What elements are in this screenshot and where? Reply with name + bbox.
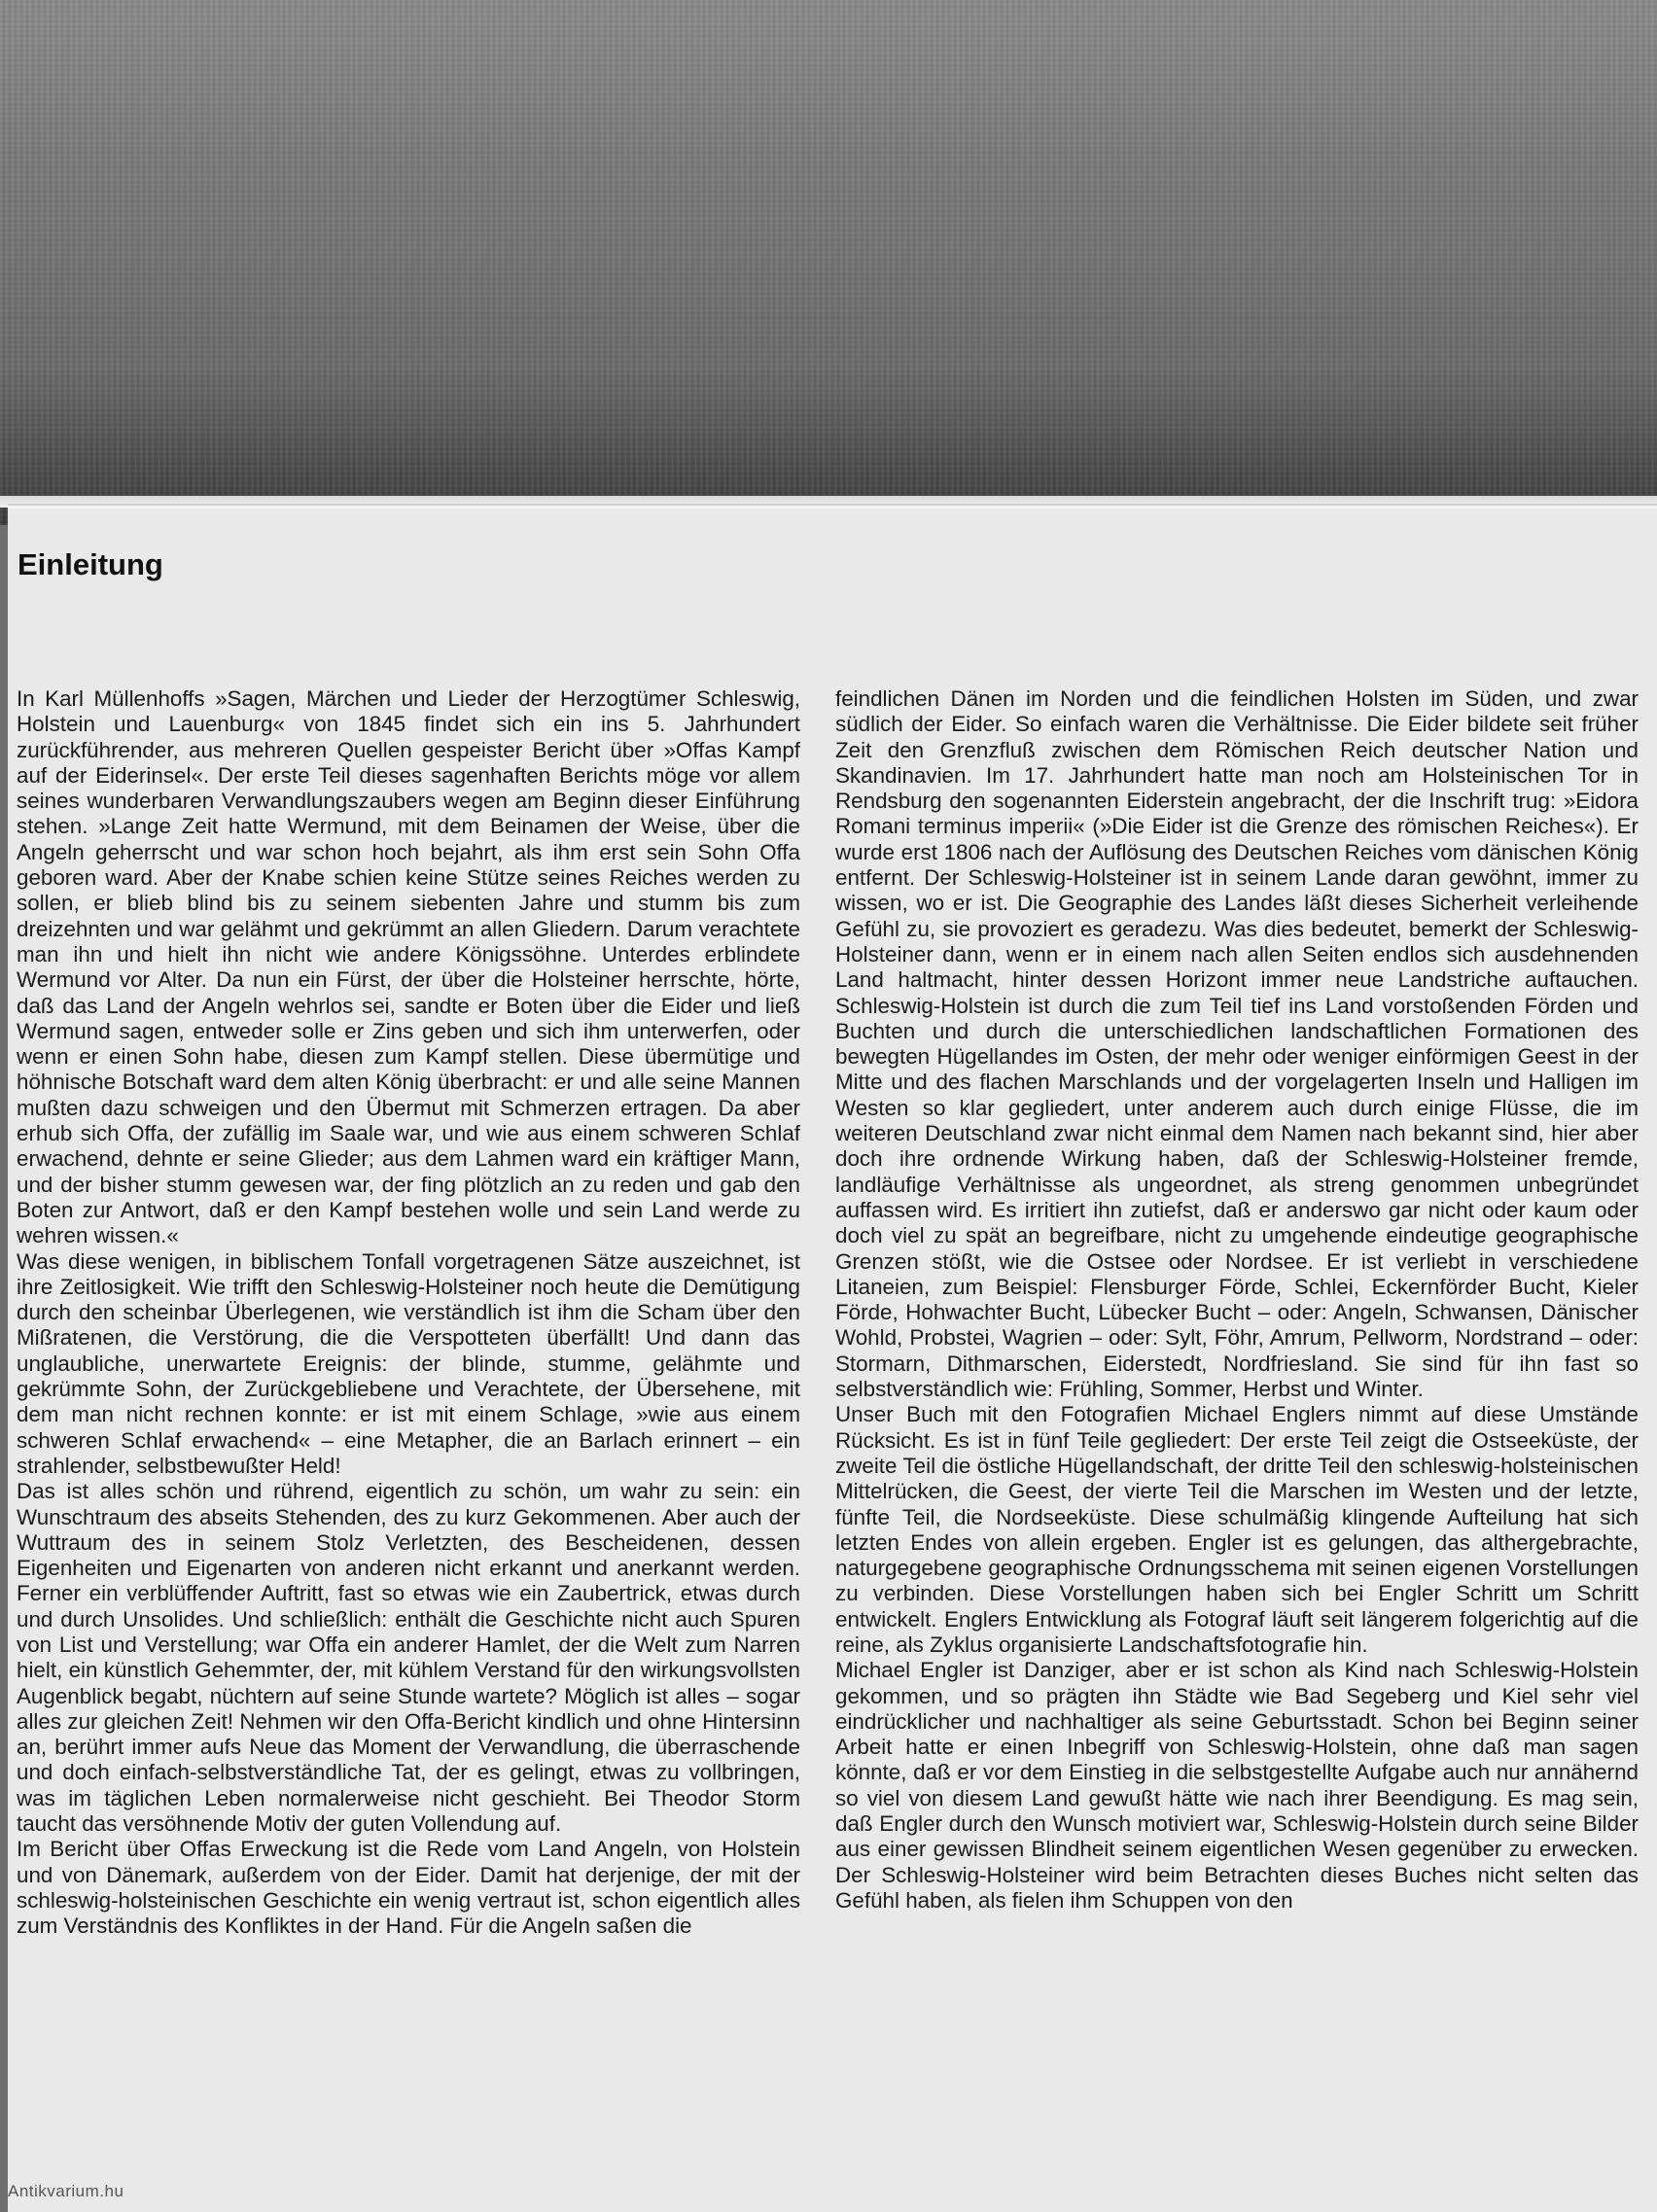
paragraph: Im Bericht über Offas Erweckung ist die Rede vom Land Angeln, von Holstein und von Dänemark, außerdem von der Eider. Damit hat derjenige, der mit der schleswig-holsteinischen Geschichte ein wenig vertraut ist, schon eigentlich alles zum Verständnis des Konfliktes in der Hand. Für die Angeln saßen die bbox=[17, 1837, 800, 1939]
paragraph: In Karl Müllenhoffs »Sagen, Märchen und Lieder der Herzogtümer Schleswig, Holstein und Lauenburg« von 1845 findet sich ein ins 5. Jahrhundert zurückführender, aus mehreren Quellen gespeister Bericht über »Offas Kampf auf der Eiderinsel«. Der erste Teil dieses sagenhaften Berichts möge vor allem seines wunderbaren Verwandlungszaubers wegen am Beginn dieser Einführung stehen. »Lange Zeit hatte Wermund, mit dem Beinamen der Weise, über die Angeln geherrscht und war schon hoch bejahrt, als ihm erst sein Sohn Offa geboren ward. Aber der Knabe schien keine Stütze seines Reiches werden zu sollen, er blieb blind bis zu seinem siebenten Jahre und stumm bis zum dreizehnten und war gelähmt und gekrümmt an allen Gliedern. Darum verachtete man ihn und hielt ihn nicht wie andere Königssöhne. Unterdes erblindete Wermund vor Alter. Da nun ein Fürst, der über die Holsteiner herrschte, hörte, daß das Land der Angeln wehrlos sei, sandte er Boten über die Eider und ließ Wermund sagen, entweder solle er Zins geben und sich ihm unterwerfen, oder wenn er einen Sohn habe, diesen zum Kampf stellen. Diese übermütige und höhnische Botschaft ward dem alten König überbracht: er und alle seine Mannen mußten dazu schweigen und den Übermut mit Schmerzen ertragen. Da aber erhub sich Offa, der zufällig im Saale war, und wie aus einem schweren Schlaf erwachend, dehnte er seine Glieder; aus dem Lahmen ward ein kräftiger Mann, und der bisher stumm gewesen war, der fing plötzlich an zu reden und gab den Boten zur Antwort, daß er den Kampf bestehen wolle und sein Land werde zu wehren wissen.« bbox=[17, 686, 800, 1248]
page-title: Einleitung bbox=[18, 547, 163, 581]
paragraph: feindlichen Dänen im Norden und die feindlichen Holsten im Süden, und zwar südlich der Eider. So einfach waren die Verhältnisse. Die Eider bildete seit früher Zeit den Grenzfluß zwischen dem Römischen Reich deutscher Nation und Skandinavien. Im 17. Jahrhundert hatte man noch am Holsteinischen Tor in Rendsburg den sogenannten Eiderstein angebracht, der die Inschrift trug: »Eidora Romani terminus imperii« (»Die Eider ist die Grenze des römischen Reiches«). Er wurde erst 1806 nach der Auflösung des Deutschen Reiches vom dänischen König entfernt. Der Schleswig-Holsteiner ist in seinem Lande daran gewöhnt, immer zu wissen, wo er ist. Die Geographie des Landes läßt dieses Sicherheit verleihende Gefühl zu, sie provoziert es geradezu. Was dies bedeutet, bemerkt der Schleswig-Holsteiner dann, wenn er in einem nach allen Seiten endlos sich ausdehnenden Land haltmacht, hinter dessen Horizont immer neue Landstriche auftauchen. Schleswig-Holstein ist durch die zum Teil tief ins Land vorstoßenden Förden und Buchten und durch die unterschiedlichen landschaftlichen Formationen des bewegten Hügellandes im Osten, der mehr oder weniger einförmigen Geest in der Mitte und des flachen Marschlands und der vorgelagerten Inseln und Halligen im Westen so klar gegliedert, unter anderem auch durch einige Flüsse, die im weiteren Deutschland zwar nicht einmal dem Namen nach bekannt sind, hier aber doch ihre ordnende Wirkung haben, daß der Schleswig-Holsteiner fremde, landläufige Verhältnisse als ungeordnet, als streng genommen unbegründet auffassen wird. Es irritiert ihn zutiefst, daß er anderswo gar nicht oder kaum oder doch viel zu spät an begreifbare, nicht zu umgehende eindeutige geographische Grenzen stößt, wie die Ostsee oder Nordsee. Er ist verliebt in verschiedene Litaneien, zum Beispiel: Flensburger Förde, Schlei, Eckernförder Bucht, Kieler Förde, Hohwachter Bucht, Lübecker Bucht – oder: Angeln, Schwansen, Dänischer Wohld, Probstei, Wagrien – oder: Sylt, Föhr, Amrum, Pellworm, Nordstrand – oder: Stormarn, Dithmarschen, Eiderstedt, Nordfriesland. Sie sind für ihn fast so selbstverständlich wie: Frühling, Sommer, Herbst und Winter. bbox=[835, 686, 1639, 1402]
watermark: Antikvarium.hu bbox=[8, 2182, 124, 2200]
paragraph: Unser Buch mit den Fotografien Michael Englers nimmt auf diese Umstände Rücksicht. Es ist in fünf Teile gegliedert: Der erste Teil zeigt die Ostseeküste, der zweite Teil die östliche Hügellandschaft, der dritte Teil den schleswig-holsteinischen Mittelrücken, die Geest, der vierte Teil die Marschen im Westen und der letzte, fünfte Teil, die Nordseeküste. Diese schulmäßig klingende Aufteilung hat sich letzten Endes von allein ergeben. Engler ist es gelungen, das althergebrachte, naturgegebene geographische Ordnungsschema mit seinen eigenen Vorstellungen zu verbinden. Diese Vorstellungen haben sich bei Engler Schritt um Schritt entwickelt. Englers Entwicklung als Fotograf läuft seit längerem folgerichtig auf die reine, als Zyklus organisierte Landschaftsfotografie hin. bbox=[835, 1402, 1639, 1657]
book-page bbox=[8, 506, 1657, 2212]
text-column-right bbox=[835, 686, 1639, 1914]
table-surface-background bbox=[0, 0, 1657, 525]
text-column-left bbox=[17, 686, 800, 1940]
paragraph: Was diese wenigen, in biblischem Tonfall vorgetragenen Sätze auszeichnet, ist ihre Zeitlosigkeit. Wie trifft den Schleswig-Holsteiner noch heute die Demütigung durch den scheinbar Überlegenen, wie verständlich ist ihm die Scham über den Mißratenen, die Verstörung, die die Verspotteten überfällt! Und dann das unglaubliche, unerwartete Ereignis: der blinde, stumme, gelähmte und gekrümmte Sohn, der Zurückgebliebene und Verachtete, der Übersehene, mit dem man nicht rechnen konnte: er ist mit einem Schlage, »wie aus einem schweren Schlaf erwachend« – eine Metapher, die an Barlach erinnert – ein strahlender, selbstbewußter Held! bbox=[17, 1248, 800, 1478]
paragraph: Das ist alles schön und rührend, eigentlich zu schön, um wahr zu sein: ein Wunschtraum des abseits Stehenden, des zu kurz Gekommenen. Aber auch der Wuttraum des in seinem Stolz Verletzten, des Bescheidenen, dessen Eigenheiten und Eigenarten von anderen nicht erkannt und anerkannt werden. Ferner ein verblüffender Auftritt, fast so etwas wie ein Zaubertrick, etwas durch und durch Unsolides. Und schließlich: enthält die Geschichte nicht auch Spuren von List und Verstellung; war Offa ein anderer Hamlet, der die Welt zum Narren hielt, ein künstlich Gehemmter, der, mit kühlem Verstand für den wirkungsvollsten Augenblick begabt, nüchtern auf seine Stunde wartete? Möglich ist alles – sogar alles zur gleichen Zeit! Nehmen wir den Offa-Bericht kindlich und ohne Hintersinn an, berührt immer aufs Neue das Moment der Verwandlung, die überraschende und doch einfach-selbstverständliche Tat, der es gelingt, etwas zu vollbringen, was im täglichen Leben normalerweise nicht geschieht. Bei Theodor Storm taucht das versöhnende Motiv der guten Vollendung auf. bbox=[17, 1479, 800, 1837]
paragraph: Michael Engler ist Danziger, aber er ist schon als Kind nach Schleswig-Holstein gekommen, und so prägten ihn Städte wie Bad Segeberg und Kiel sehr viel eindrücklicher und nachhaltiger als seine Geburtsstadt. Schon bei Beginn seiner Arbeit hatte er einen Inbegriff von Schleswig-Holstein, ohne daß man sagen könnte, daß er vor dem Einstieg in die selbstgestellte Aufgabe auch nur annähernd so viel von diesem Land gewußt hätte wie nach ihrer Beendigung. Es mag sein, daß Engler durch den Wunsch motiviert war, Schleswig-Holstein durch seine Bilder aus einer gewissen Blindheit seinem eigentlichen Wesen gegenüber zu erwecken. Der Schleswig-Holsteiner wird beim Betrachten dieses Buches nicht selten das Gefühl haben, als fielen ihm Schuppen von den bbox=[835, 1658, 1639, 1913]
